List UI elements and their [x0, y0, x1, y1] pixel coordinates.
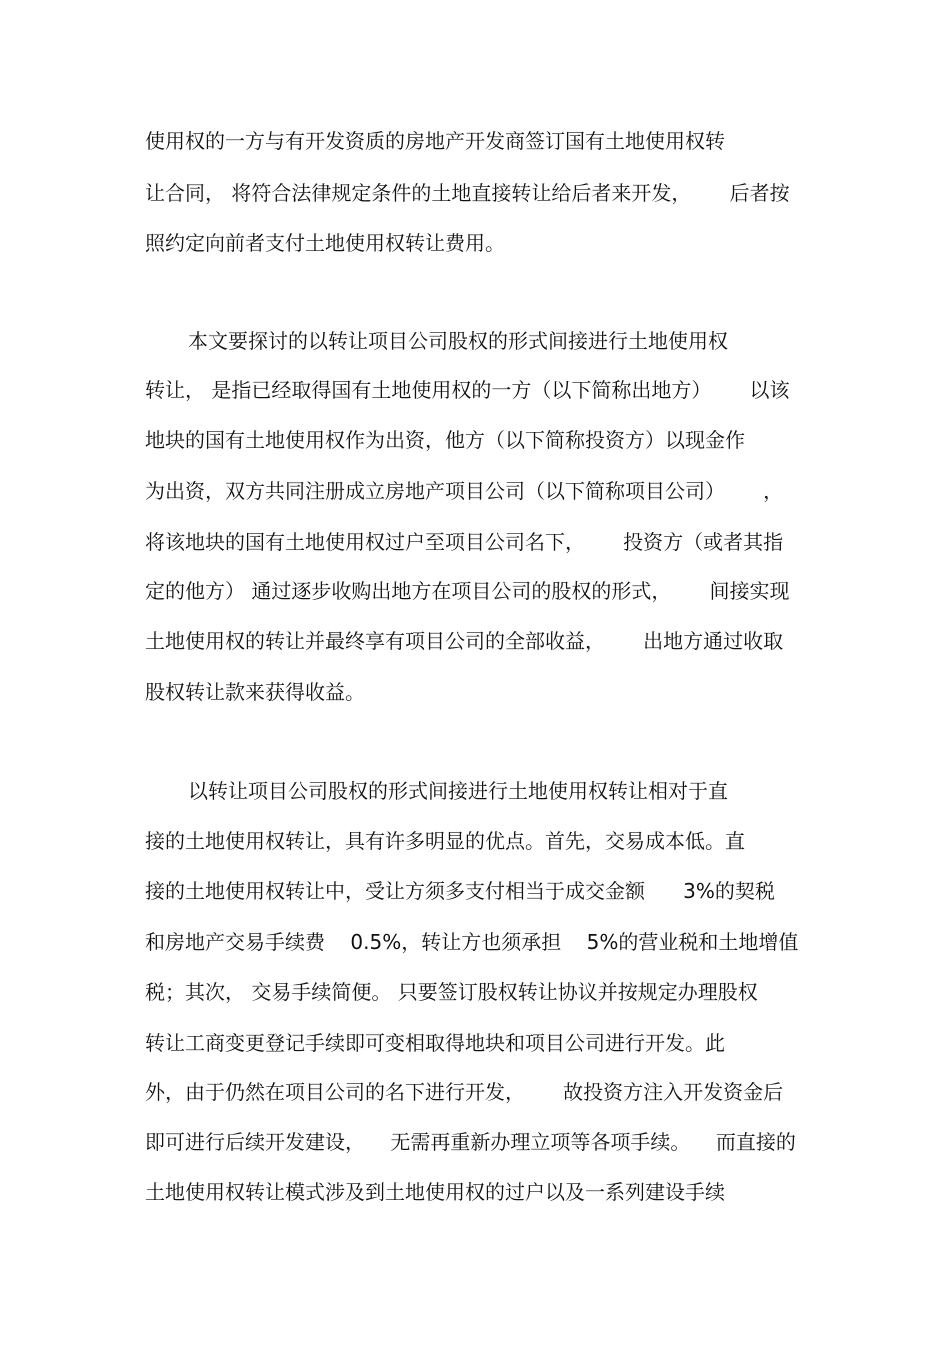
paragraph-2-line-2: 转让， 是指已经取得国有土地使用权的一方（以下简称出地方） 以该	[145, 378, 790, 402]
paragraph-2-line-5: 将该地块的国有土地使用权过户至项目公司名下， 投资方（或者其指	[145, 530, 784, 554]
paragraph-3-line-3: 接的土地使用权转让中，受让方须多支付相当于成交金额 3%的契税	[145, 879, 775, 903]
paragraph-1-line-1: 使用权的一方与有开发资质的房地产开发商签订国有土地使用权转	[145, 129, 725, 153]
paragraph-3-line-7: 外，由于仍然在项目公司的名下进行开发， 故投资方注入开发资金后	[145, 1080, 784, 1104]
paragraph-3-line-6: 转让工商变更登记手续即可变相取得地块和项目公司进行开发。此	[145, 1031, 725, 1055]
paragraph-1-line-2: 让合同， 将符合法律规定条件的土地直接转让给后者来开发， 后者按	[145, 181, 790, 205]
paragraph-3-line-1: 以转让项目公司股权的形式间接进行土地使用权转让相对于直	[188, 779, 728, 803]
paragraph-2-line-7: 土地使用权的转让并最终享有项目公司的全部收益， 出地方通过收取	[145, 629, 784, 653]
paragraph-3-line-4: 和房地产交易手续费 0.5%，转让方也须承担 5%的营业税和土地增值	[145, 930, 799, 954]
paragraph-2-line-6: 定的他方） 通过逐步收购出地方在项目公司的股权的形式， 间接实现	[145, 579, 790, 603]
paragraph-2-line-3: 地块的国有土地使用权作为出资，他方（以下简称投资方）以现金作	[145, 428, 745, 452]
paragraph-3-line-5: 税；其次， 交易手续简便。 只要签订股权转让协议并按规定办理股权	[145, 980, 758, 1004]
paragraph-2-line-8: 股权转让款来获得收益。	[145, 680, 365, 704]
paragraph-2-line-1: 本文要探讨的以转让项目公司股权的形式间接进行土地使用权	[188, 329, 728, 353]
paragraph-3-line-2: 接的土地使用权转让，具有许多明显的优点。首先，交易成本低。直	[145, 829, 745, 853]
paragraph-2-line-4: 为出资，双方共同注册成立房地产项目公司（以下简称项目公司） ，	[145, 479, 784, 503]
paragraph-3-line-8: 即可进行后续开发建设， 无需再重新办理立项等各项手续。 而直接的	[145, 1130, 796, 1154]
paragraph-1-line-3: 照约定向前者支付土地使用权转让费用。	[145, 231, 505, 255]
paragraph-3-line-9: 土地使用权转让模式涉及到土地使用权的过户以及一系列建设手续	[145, 1180, 725, 1204]
